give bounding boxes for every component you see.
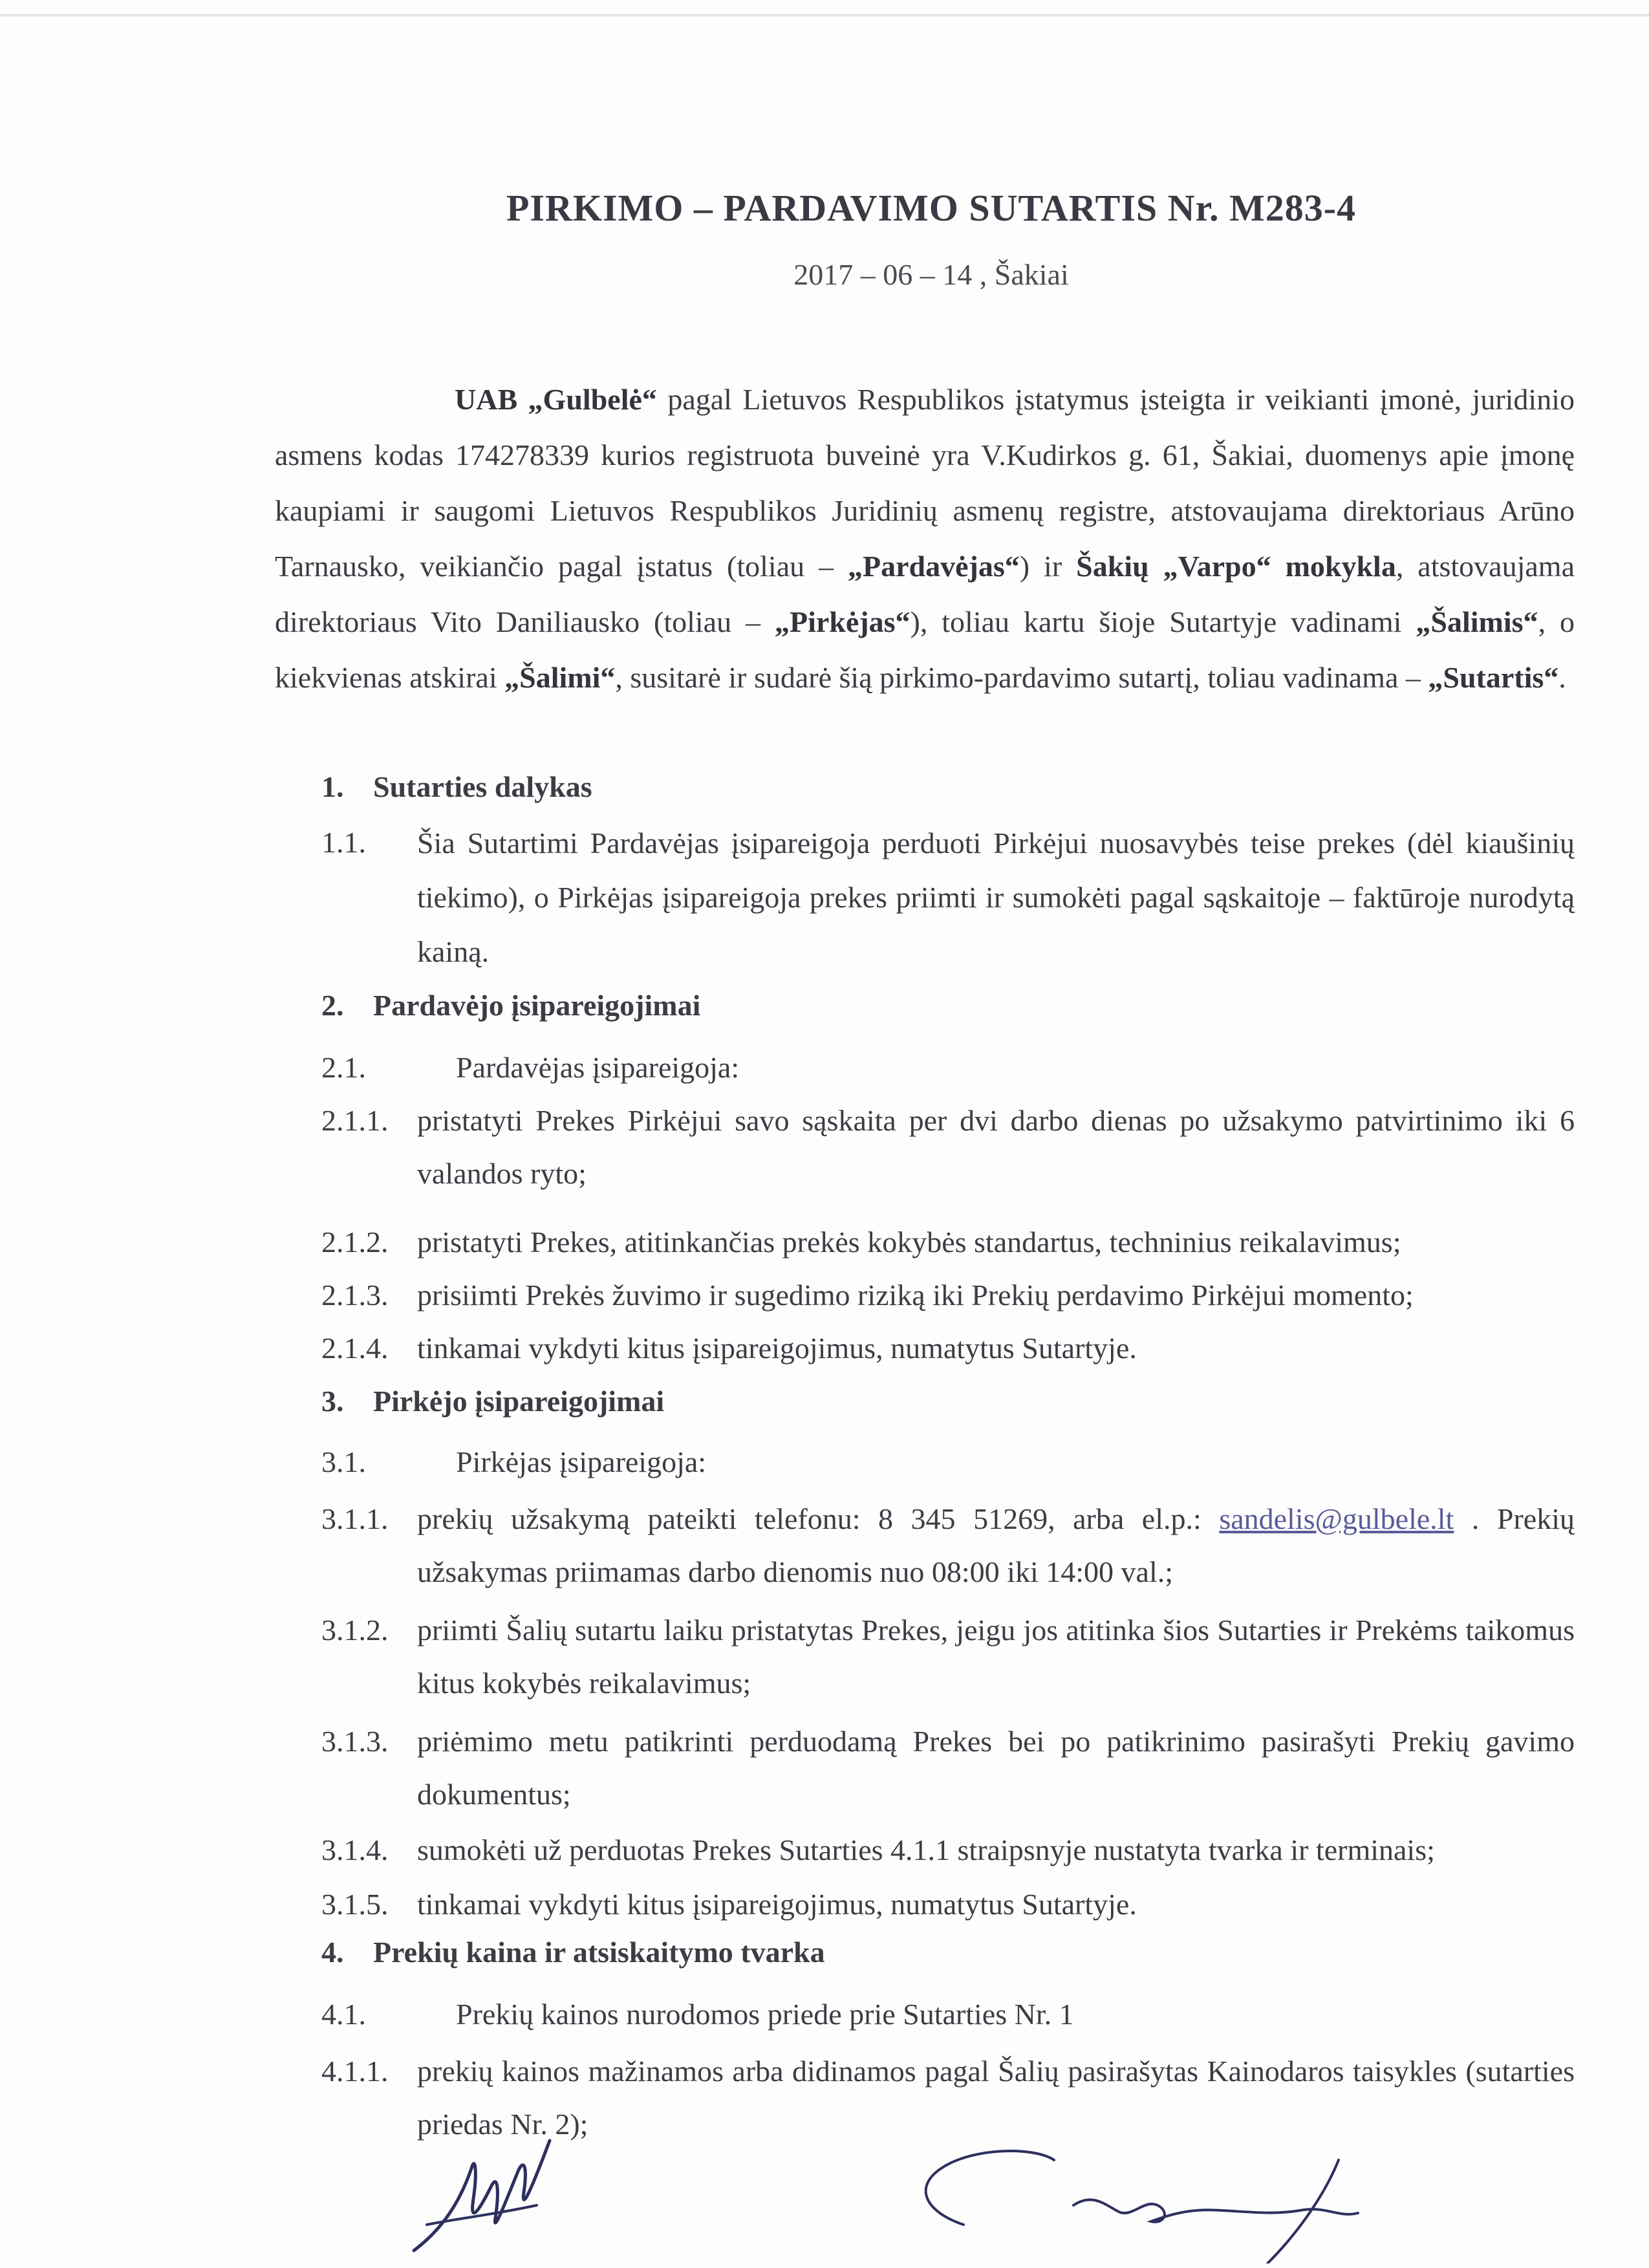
clause-number: 2.1.2. [321,1226,389,1258]
clause-number: 3.1. [321,1445,366,1478]
signature-buyer [886,2134,1468,2263]
email-link[interactable]: sandelis@gulbele.lt [1219,1502,1454,1535]
clause-text: Pirkėjas įsipareigoja: [456,1445,707,1478]
clause-number: 3.1.4. [321,1833,389,1866]
clause-text: prekių kainos mažinamos arba didinamos pagal Šalių pasirašytas Kainodaros taisykles (sutarties priedas Nr. 2); [417,2055,1575,2141]
clause-text: tinkamai vykdyti kitus įsipareigojimus, numatytus Sutartyje. [417,1332,1137,1365]
contract-title: PIRKIMO – PARDAVIMO SUTARTIS Nr. M283-4 [506,187,1357,229]
signature-seller [401,2128,569,2263]
intro-text-1: pagal Lietuvos Respublikos įstatymus įsteigta ir veikianti įmonė, juridinio asmens kodas 174278339 kurios registruota buveinė yra V.Kudirkos g. 61, Šakiai, duomenys apie įmonę kaupiami ir saugomi Lietuvos Respublikos Juridinių asmenų registre, atstovaujama direktoriaus Arūno Tarnausko, veikiančio pagal įstatus (toliau – [275,383,1575,583]
clause-1-1 [321,816,1576,978]
section-title: Sutarties dalykas [373,770,592,803]
clause-number: 3.1.2. [321,1614,389,1647]
section-title: Pardavėjo įsipareigojimai [373,989,701,1022]
buyer-name: Šakių „Varpo“ mokykla [1076,550,1396,583]
section-title: Prekių kaina ir atsiskaitymo tvarka [373,1936,825,1969]
intro-text-6: , susitarė ir sudarė šią pirkimo-pardavimo sutartį, toliau vadinama – [615,661,1428,694]
clause-text: Prekių kainos nurodomos priede prie Sutarties Nr. 1 [456,1998,1074,2031]
clause-text: pristatyti Prekes, atitinkančias prekės kokybės standartus, techninius reikalavimus; [417,1226,1401,1258]
clause-number: 3.1.5. [321,1888,389,1921]
seller-name: UAB „Gulbelė“ [455,383,657,416]
clause-text: tinkamai vykdyti kitus įsipareigojimus, numatytus Sutartyje. [417,1888,1137,1921]
intro-text-7: . [1558,661,1566,694]
clause-text: pristatyti Prekes Pirkėjui savo sąskaita per dvi darbo dienas po užsakymo patvirtinimo iki 6 valandos ryto; [417,1104,1575,1190]
intro-paragraph [275,372,1575,706]
section-number: 2. [321,989,344,1022]
party-term: „Šalimi“ [504,661,616,694]
clause-text-b: . Prekių užsakymas priimamas darbo dienomis nuo 08:00 iki 14:00 val.; [417,1502,1575,1588]
intro-text-4: ), toliau kartu šioje Sutartyje vadinami [910,605,1416,638]
intro-text-3: , atstovaujama direktoriaus Vito Daniliausko (toliau – [275,550,1575,638]
clause-number: 4.1. [321,1998,366,2031]
intro-text-5: , o kiekvienas atskirai [275,605,1575,694]
clause-number: 2.1.3. [321,1279,389,1312]
buyer-term: „Pirkėjas“ [775,605,911,638]
contract-term: „Sutartis“ [1428,661,1559,694]
clause-number: 2.1.1. [321,1104,389,1137]
parties-term: „Šalimis“ [1416,605,1538,638]
section-number: 3. [321,1385,344,1418]
clause-number: 4.1.1. [321,2055,389,2088]
clause-text: priėmimo metu patikrinti perduodamą Prekes bei po patikrinimo pasirašyti Prekių gavimo dokumentus; [417,1725,1575,1811]
scan-edge [0,14,1649,17]
clause-text: Šia Sutartimi Pardavėjas įsipareigoja perduoti Pirkėjui nuosavybės teise prekes (dėl kiaušinių tiekimo), o Pirkėjas įsipareigoja prekes priimti ir sumokėti pagal sąskaitoje – faktūroje nurodytą kainą. [417,826,1575,968]
clause-number: 3.1.3. [321,1725,389,1758]
clause-text: sumokėti už perduotas Prekes Sutarties 4.1.1 straipsnyje nustatyta tvarka ir terminais; [417,1833,1435,1866]
clause-text: priimti Šalių sutartu laiku pristatytas Prekes, jeigu jos atitinka šios Sutarties ir Prekėms taikomus kitus kokybės reikalavimus; [417,1614,1575,1700]
clause-number: 3.1.1. [321,1502,389,1535]
seller-term: „Pardavėjas“ [848,550,1020,583]
clause-text-a: prekių užsakymą pateikti telefonu: 8 345 51269, arba el.p.: [417,1502,1220,1535]
section-4-heading [321,1935,825,1969]
date-place: 2017 – 06 – 14 , Šakiai [793,258,1069,291]
section-number: 1. [321,770,344,803]
intro-text-2: ) ir [1019,550,1077,583]
section-title: Pirkėjo įsipareigojimai [373,1385,665,1418]
section-2-heading [321,988,700,1022]
clause-number: 2.1.4. [321,1332,389,1365]
section-number: 4. [321,1936,344,1969]
clause-number: 1.1. [321,826,366,859]
clause-text [417,1493,1575,1599]
section-1-heading [321,770,592,804]
clause-text: Pardavėjas įsipareigoja: [456,1051,740,1084]
clause-text: prisiimti Prekės žuvimo ir sugedimo riziką iki Prekių perdavimo Pirkėjui momento; [417,1279,1414,1312]
clause-number: 2.1. [321,1051,366,1084]
section-3-heading [321,1384,664,1418]
